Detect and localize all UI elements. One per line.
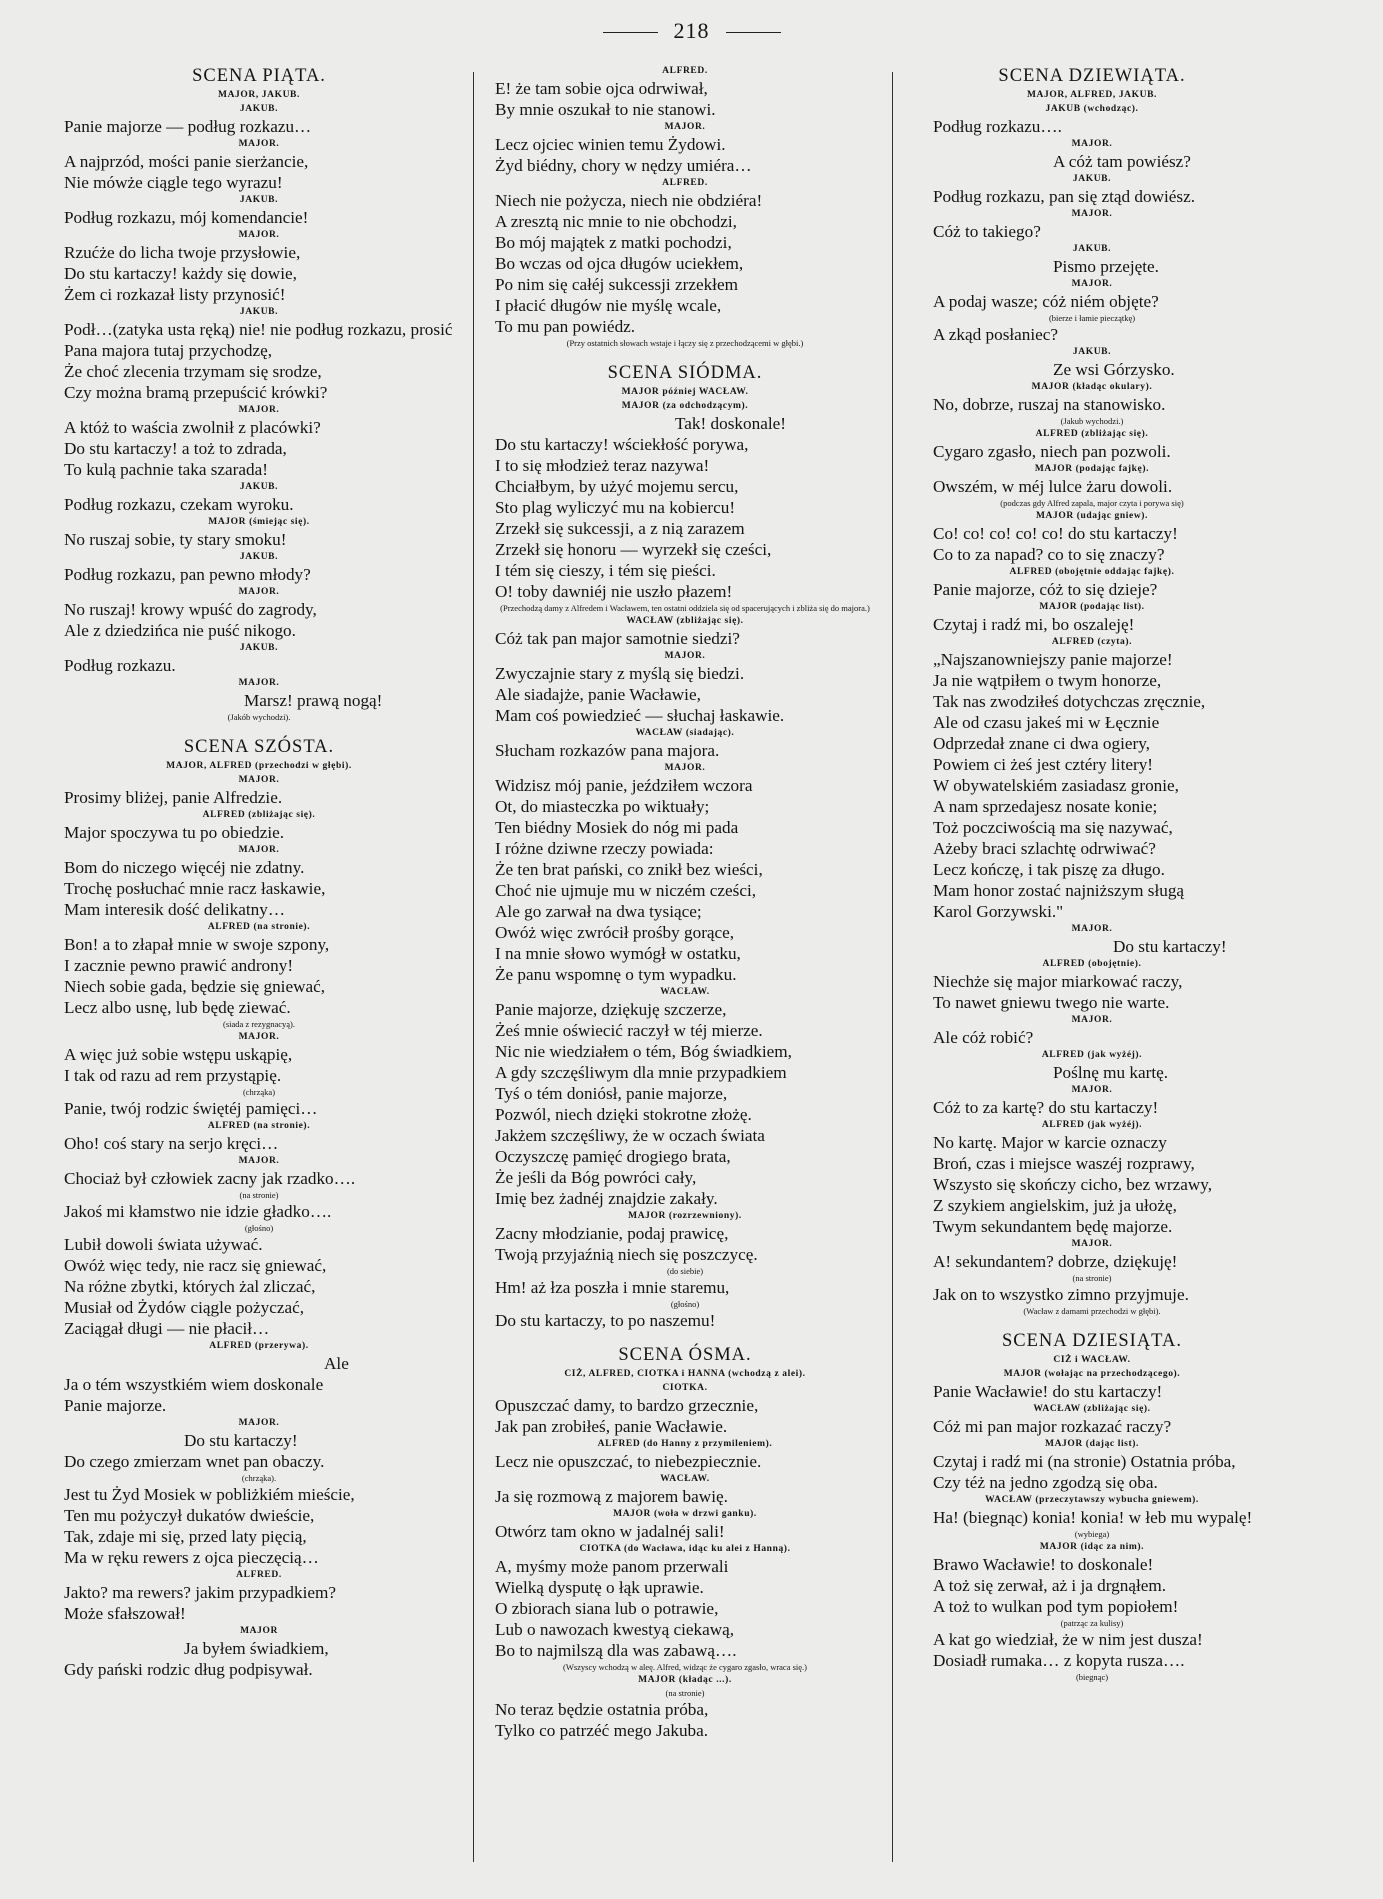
speaker-label: WACŁAW (przeczytawszy wybucha gniewem). xyxy=(985,1495,1199,1505)
verse-line: Lecz ojciec winien temu Żydowi. xyxy=(495,135,726,154)
verse-line: Bom do niczego więcéj nie zdatny. xyxy=(64,858,305,877)
verse-line: Pana majora tutaj przychodzę, xyxy=(64,341,273,360)
speaker-label: MAJOR (woła w drzwi ganku). xyxy=(613,1509,757,1519)
speaker-label: ALFRED. xyxy=(662,66,708,76)
verse-line: Zwyczajnie stary z myślą się biedzi. xyxy=(495,664,745,683)
verse-line: I to się młodzież teraz nazywa! xyxy=(495,456,710,475)
speaker-label: MAJOR (idąc za nim). xyxy=(1039,1542,1145,1552)
verse-line: Wielką dysputę o łąk uprawie. xyxy=(495,1578,704,1597)
verse-line: E! że tam sobie ojca odrwiwał, xyxy=(495,79,708,98)
stage-direction: (Wacław z damami przechodzi w głębi). xyxy=(1023,1306,1161,1316)
verse-line: Prosimy bliżej, panie Alfredzie. xyxy=(64,788,283,807)
verse-line: Dosiadł rumaka… z kopyta rusza…. xyxy=(933,1651,1185,1670)
column-right xyxy=(933,64,1251,1683)
scene-heading: SCENA DZIEWIĄTA. xyxy=(998,66,1186,86)
speaker-label: ALFRED (do Hanny z przymileniem). xyxy=(597,1439,773,1449)
verse-line: I tém się cieszy, i tém się pieści. xyxy=(495,561,716,580)
verse-line: Ale xyxy=(324,1354,349,1373)
verse-line: A zkąd posłaniec? xyxy=(933,325,1059,344)
verse-line: Widzisz mój panie, jeździłem wczora xyxy=(495,776,753,795)
speaker-label: MAJOR. xyxy=(238,1156,280,1166)
verse-line: Ale go zarwał na dwa tysiące; xyxy=(495,902,702,921)
speaker-label: ALFRED (przerywa). xyxy=(209,1341,309,1351)
verse-line: Chociaż był człowiek zacny jak rzadko…. xyxy=(64,1169,356,1188)
speaker-label: MAJOR. xyxy=(1071,1015,1113,1025)
speaker-label: MAJOR (podając fajkę). xyxy=(1034,464,1150,474)
speaker-label: MAJOR. xyxy=(1071,1085,1113,1095)
verse-line: Nic nie wiedziałem o tém, Bóg świadkiem, xyxy=(495,1042,792,1061)
speaker-label: MAJOR. xyxy=(238,775,280,785)
verse-line: Ale siadajże, panie Wacławie, xyxy=(495,685,701,704)
speaker-label: JAKUB. xyxy=(239,482,279,492)
scene-heading: SCENA ÓSMA. xyxy=(618,1345,752,1365)
stage-direction: (do siebie) xyxy=(666,1266,704,1276)
verse-line: A cóż tam powiész? xyxy=(1053,152,1191,171)
speaker-label: JAKUB. xyxy=(239,104,279,114)
verse-line: Major spoczywa tu po obiedzie. xyxy=(64,823,285,842)
verse-line: Owszém, w méj lulce żaru dowoli. xyxy=(933,477,1173,496)
verse-line: Jakżem szczęśliwy, że w oczach świata xyxy=(495,1126,765,1145)
speaker-label: ALFRED (obojętnie). xyxy=(1042,959,1142,969)
scene-heading: SCENA DZIESIĄTA. xyxy=(1002,1331,1182,1351)
verse-line: Toż poczciwością ma się nazywać, xyxy=(933,818,1173,837)
verse-line: Zacny młodzianie, podaj prawicę, xyxy=(495,1224,729,1243)
verse-line: Że jeśli da Bóg powróci cały, xyxy=(495,1168,697,1187)
verse-line: Podług rozkazu. xyxy=(64,656,176,675)
speaker-label: WACŁAW. xyxy=(660,1474,710,1484)
verse-line: Cóż tak pan major samotnie siedzi? xyxy=(495,629,740,648)
verse-line: Mam honor zostać najniższym sługą xyxy=(933,881,1185,900)
speaker-label: JAKUB. xyxy=(239,195,279,205)
speaker-label: WACŁAW (zbliżając się). xyxy=(626,616,744,626)
verse-line: Lecz kończę, i tak piszę za długo. xyxy=(933,860,1165,879)
verse-line: Ot, do miasteczka po wiktuały; xyxy=(495,797,710,816)
speaker-label: ALFRED. xyxy=(236,1570,282,1580)
verse-line: Cóż to takiego? xyxy=(933,222,1041,241)
verse-line: Ale od czasu jakeś mi w Łęcznie xyxy=(933,713,1160,732)
verse-line: Ja o tém wszystkiém wiem doskonale xyxy=(64,1375,324,1394)
verse-line: Do stu kartaczy! każdy się dowie, xyxy=(64,264,297,283)
speaker-label: MAJOR. xyxy=(238,1418,280,1428)
column-rule-right xyxy=(892,72,893,1862)
speaker-label: MAJOR. xyxy=(238,405,280,415)
verse-line: I płacić długów nie myślę wcale, xyxy=(495,296,722,315)
scene-heading: SCENA SIÓDMA. xyxy=(607,363,763,383)
verse-line: Żeś mnie oświecić raczył w téj mierze. xyxy=(495,1021,763,1040)
verse-line: Trochę posłuchać mnie racz łaskawie, xyxy=(64,879,326,898)
verse-line: By mnie oszukał to nie stanowi. xyxy=(495,100,716,119)
verse-line: Tak! doskonale! xyxy=(675,414,786,433)
speaker-label: MAJOR. xyxy=(664,122,706,132)
speaker-label: ALFRED (na stronie). xyxy=(207,922,311,932)
verse-line: No, dobrze, ruszaj na stanowisko. xyxy=(933,395,1166,414)
verse-line: Panie majorze, cóż to się dzieje? xyxy=(933,580,1158,599)
verse-line: Lub o nawozach kwestyą ciekawą, xyxy=(495,1620,735,1639)
verse-line: Choć nie ujmuje mu w niczém cześci, xyxy=(495,881,757,900)
verse-line: Ale z dziedzińca nie puść nikogo. xyxy=(64,621,296,640)
verse-line: Gdy pański rodzic dług podpisywał. xyxy=(64,1660,313,1679)
verse-line: Ale cóż robić? xyxy=(933,1028,1034,1047)
speaker-label: ALFRED. xyxy=(662,178,708,188)
verse-line: Podług rozkazu…. xyxy=(933,117,1062,136)
verse-line: Chciałbym, by użyć mojemu sercu, xyxy=(495,477,739,496)
column-middle xyxy=(495,64,875,1741)
verse-line: O! toby dawniéj nie uszło płazem! xyxy=(495,582,733,601)
verse-line: Że ten brat pański, co znikł bez wieści, xyxy=(495,860,763,879)
stage-direction: (biegnąc) xyxy=(1075,1672,1109,1682)
speaker-label: MAJOR. xyxy=(238,230,280,240)
verse-line: Cygaro zgasło, niech pan pozwoli. xyxy=(933,442,1171,461)
speaker-label: MAJOR, ALFRED, JAKUB. xyxy=(1026,90,1158,100)
speaker-label: ALFRED (na stronie). xyxy=(207,1121,311,1131)
speaker-label: JAKUB (wchodząc). xyxy=(1045,104,1139,114)
speaker-label: MAJOR (podając list). xyxy=(1039,602,1145,612)
verse-line: Do stu kartaczy, to po naszemu! xyxy=(495,1311,716,1330)
speaker-label: MAJOR później WACŁAW. xyxy=(621,387,749,397)
verse-line: Podług rozkazu, pan pewno młody? xyxy=(64,565,311,584)
speaker-label: MAJOR (rozrzewniony). xyxy=(628,1211,742,1221)
column-rule-left xyxy=(473,72,474,1862)
verse-line: Jakoś mi kłamstwo nie idzie gładko…. xyxy=(64,1202,332,1221)
speaker-label: WACŁAW (siadając). xyxy=(635,728,735,738)
verse-line: Powiem ci żeś jest cztéry litery! xyxy=(933,755,1154,774)
stage-direction: (siada z rezygnacyą). xyxy=(223,1019,295,1029)
verse-line: Panie majorze. xyxy=(64,1396,167,1415)
stage-direction: (na stronie) xyxy=(1072,1273,1112,1283)
speaker-label: MAJOR (wołając na przechodzącego). xyxy=(1003,1369,1181,1379)
speaker-label: MAJOR (kładąc ...). xyxy=(638,1675,732,1685)
verse-line: A! sekundantem? dobrze, dziękuję! xyxy=(933,1252,1178,1271)
verse-line: Nie mówże ciągle tego wyrazu! xyxy=(64,173,283,192)
verse-line: Marsz! prawą nogą! xyxy=(244,691,383,710)
verse-line: Tak, zdaje mi się, przed laty pięcią, xyxy=(64,1527,307,1546)
verse-line: I na mnie słowo wymógł w ostatku, xyxy=(495,944,741,963)
speaker-label: ALFRED (zbliżając się). xyxy=(1035,429,1149,439)
speaker-label: MAJOR (kładąc okulary). xyxy=(1031,382,1153,392)
stage-direction: (patrząc za kulisy) xyxy=(1060,1618,1124,1628)
verse-line: Ten biédny Mosiek do nóg mi pada xyxy=(495,818,739,837)
verse-line: A podaj wasze; cóż niém objęte? xyxy=(933,292,1159,311)
speaker-label: ALFRED (jak wyżéj). xyxy=(1041,1120,1143,1130)
verse-line: I tak od razu ad rem przystąpię. xyxy=(64,1066,282,1085)
stage-direction: (Jakób wychodzi). xyxy=(227,712,291,722)
verse-line: Rzućże do licha twoje przysłowie, xyxy=(64,243,301,262)
verse-line: Broń, czas i miejsce waszéj rozprawy, xyxy=(933,1154,1195,1173)
verse-line: Zrzekł się honoru — wyrzekł się cześci, xyxy=(495,540,772,559)
verse-line: Musiał od Żydów ciągle pożyczać, xyxy=(64,1298,305,1317)
stage-direction: (chrząka). xyxy=(241,1473,277,1483)
verse-line: Ażeby braci szlachtę odrwiwać? xyxy=(933,839,1156,858)
verse-line: Na różne zbytki, których żal zliczać, xyxy=(64,1277,316,1296)
verse-line: Ten mu pożyczył dukatów dwieście, xyxy=(64,1506,315,1525)
speaker-label: MAJOR. xyxy=(664,763,706,773)
verse-line: Oho! coś stary na serjo kręci… xyxy=(64,1134,279,1153)
verse-line: A kat go wiedział, że w nim jest dusza! xyxy=(933,1630,1203,1649)
stage-direction: (Przy ostatnich słowach wstaje i łączy się z przechodzącemi w głębi.) xyxy=(566,338,804,348)
verse-line: Jakto? ma rewers? jakim przypadkiem? xyxy=(64,1583,337,1602)
verse-line: Mam interesik dość delikatny… xyxy=(64,900,286,919)
speaker-label: JAKUB. xyxy=(1072,347,1112,357)
speaker-label: ALFRED (obojętnie oddając fajkę). xyxy=(1009,567,1175,577)
verse-line: Czy można bramą przepuścić krówki? xyxy=(64,383,328,402)
speaker-label: WACŁAW (zbliżając się). xyxy=(1033,1404,1151,1414)
verse-line: Ja nie wątpiłem o twym honorze, xyxy=(933,671,1162,690)
verse-line: Cóż to za kartę? do stu kartaczy! xyxy=(933,1098,1159,1117)
verse-line: Hm! aż łza poszła i mnie staremu, xyxy=(495,1278,730,1297)
verse-line: Panie, twój rodzic świętéj pamięci… xyxy=(64,1099,318,1118)
verse-line: Lecz albo usnę, lub będę ziewać. xyxy=(64,998,291,1017)
verse-line: Do stu kartaczy! xyxy=(184,1431,298,1450)
verse-line: „Najszanowniejszy panie majorze! xyxy=(933,650,1173,669)
speaker-label: MAJOR. xyxy=(238,587,280,597)
scene-heading: SCENA PIĄTA. xyxy=(192,66,326,86)
verse-line: O zbiorach siana lub o potrawie, xyxy=(495,1599,719,1618)
verse-line: Brawo Wacławie! to doskonale! xyxy=(933,1555,1154,1574)
verse-line: Że choć zlecenia trzymam się srodze, xyxy=(64,362,322,381)
verse-line: Karol Gorzywski." xyxy=(933,902,1064,921)
verse-line: Jak on to wszystko zimno przyjmuje. xyxy=(933,1285,1189,1304)
verse-line: Owóż więc tedy, nie racz się gniewać, xyxy=(64,1256,327,1275)
verse-line: Jak pan zrobiłeś, panie Wacławie. xyxy=(495,1417,728,1436)
stage-direction: (wybiega) xyxy=(1074,1529,1110,1539)
verse-line: Podług rozkazu, czekam wyroku. xyxy=(64,495,294,514)
speaker-label: MAJOR. xyxy=(238,678,280,688)
speaker-label: MAJOR. xyxy=(238,139,280,149)
verse-line: No teraz będzie ostatnia próba, xyxy=(495,1700,709,1719)
speaker-label: MAJOR. xyxy=(1071,279,1113,289)
speaker-label: ALFRED (zbliżając się). xyxy=(202,810,316,820)
speaker-label: CIŻ i WACŁAW. xyxy=(1053,1355,1131,1365)
speaker-label: MAJOR (za odchodzącym). xyxy=(621,401,749,411)
verse-line: Panie majorze — podług rozkazu… xyxy=(64,117,312,136)
verse-line: Tylko co patrzéć mego Jakuba. xyxy=(495,1721,709,1740)
verse-line: A toż się zerwał, aż i ja drgnąłem. xyxy=(933,1576,1167,1595)
verse-line: Odprzedał znane ci dwa ogiery, xyxy=(933,734,1150,753)
speaker-label: CIOTKA. xyxy=(662,1383,708,1393)
speaker-label: ALFRED (jak wyżéj). xyxy=(1041,1050,1143,1060)
speaker-label: JAKUB. xyxy=(1072,174,1112,184)
speaker-label: MAJOR. xyxy=(1071,1239,1113,1249)
speaker-label: MAJOR, ALFRED (przechodzi w głębi). xyxy=(166,761,352,771)
page-number: 218 xyxy=(0,18,1383,44)
verse-line: Podł…(zatyka usta ręką) nie! nie podług rozkazu, prosić xyxy=(64,320,453,339)
verse-line: Panie majorze, dziękuję szczerze, xyxy=(495,1000,727,1019)
stage-direction: (chrząka) xyxy=(242,1087,276,1097)
speaker-label: MAJOR, JAKUB. xyxy=(218,90,300,100)
stage-direction: (głośno) xyxy=(244,1223,274,1233)
verse-line: A najprzód, mości panie sierżancie, xyxy=(64,152,309,171)
verse-line: Ja byłem świadkiem, xyxy=(184,1639,329,1658)
verse-line: No ruszaj sobie, ty stary smoku! xyxy=(64,530,287,549)
verse-line: Czy téż na jedno zgodzą się oba. xyxy=(933,1473,1158,1492)
verse-line: To nawet gniewu twego nie warte. xyxy=(933,993,1170,1012)
verse-line: Do stu kartaczy! xyxy=(1113,937,1227,956)
verse-line: A toż to wulkan pod tym popiołem! xyxy=(933,1597,1179,1616)
verse-line: Co to za napad? co to się znaczy? xyxy=(933,545,1165,564)
speaker-label: MAJOR (dając list). xyxy=(1045,1439,1139,1449)
verse-line: To kulą pachnie taka szarada! xyxy=(64,460,268,479)
verse-line: Niech nie pożycza, niech nie obdziéra! xyxy=(495,191,763,210)
verse-line: Bo wczas od ojca długów uciekłem, xyxy=(495,254,744,273)
verse-line: Zaciągał długi — nie płacił… xyxy=(64,1319,270,1338)
verse-line: Żem ci rozkazał listy przynosić! xyxy=(64,285,286,304)
speaker-label: JAKUB. xyxy=(239,552,279,562)
verse-line: Podług rozkazu, pan się ztąd dowiész. xyxy=(933,187,1196,206)
verse-line: Bon! a to złapał mnie w swoje szpony, xyxy=(64,935,330,954)
speaker-label: CIŻ, ALFRED, CIOTKA i HANNA (wchodzą z alei). xyxy=(564,1369,806,1379)
verse-line: Żyd biédny, chory w nędzy umiéra… xyxy=(495,156,752,175)
stage-direction: (Jakub wychodzi.) xyxy=(1060,416,1124,426)
verse-line: Po nim się całéj sukcessji zrzekłem xyxy=(495,275,738,294)
speaker-label: JAKUB. xyxy=(239,643,279,653)
verse-line: Do stu kartaczy! wściekłość porywa, xyxy=(495,435,749,454)
verse-line: A gdy szczęśliwym dla mnie przypadkiem xyxy=(495,1063,787,1082)
verse-line: Oczyszczę pamięć drogiego brata, xyxy=(495,1147,731,1166)
verse-line: Panie Wacławie! do stu kartaczy! xyxy=(933,1382,1163,1401)
verse-line: Ze wsi Górzysko. xyxy=(1053,360,1175,379)
verse-line: No kartę. Major w karcie oznaczy xyxy=(933,1133,1167,1152)
verse-line: Tyś o tém doniósł, panie majorze, xyxy=(495,1084,728,1103)
verse-line: Mam coś powiedzieć — słuchaj łaskawie. xyxy=(495,706,785,725)
verse-line: Jest tu Żyd Mosiek w pobliżkiém mieście, xyxy=(64,1485,355,1504)
speaker-label: WACŁAW. xyxy=(660,987,710,997)
verse-line: Twym sekundantem będę majorze. xyxy=(933,1217,1173,1236)
verse-line: Ja się rozmową z majorem bawię. xyxy=(495,1487,728,1506)
speaker-label: MAJOR (udając gniew). xyxy=(1035,511,1149,521)
speaker-label: CIOTKA (do Wacława, idąc ku alei z Hanną). xyxy=(579,1544,791,1554)
verse-line: A więc już sobie wstępu uskąpię, xyxy=(64,1045,293,1064)
verse-line: A zresztą nic mnie to nie obchodzi, xyxy=(495,212,737,231)
scene-heading: SCENA SZÓSTA. xyxy=(183,737,335,757)
verse-line: Z szykiem angielskim, już ja ułożę, xyxy=(933,1196,1177,1215)
verse-line: A, myśmy może panom przerwali xyxy=(495,1557,729,1576)
verse-line: Wszysto się skończy cicho, bez wrzawy, xyxy=(933,1175,1213,1194)
stage-direction: (Przechodzą damy z Alfredem i Wacławem, ten ostatni oddziela się od spacerujących i zbliża się do majora.) xyxy=(500,603,870,613)
speaker-label: JAKUB. xyxy=(239,307,279,317)
column-left xyxy=(64,64,454,1680)
verse-line: Do czego zmierzam wnet pan obaczy. xyxy=(64,1452,325,1471)
stage-direction: (głośno) xyxy=(670,1299,700,1309)
verse-line: Otwórz tam okno w jadalnéj sali! xyxy=(495,1522,725,1541)
stage-direction: (Wszyscy wchodzą w aleę. Alfred, widząc że cygaro zgasło, wraca się.) xyxy=(562,1662,808,1672)
speaker-label: JAKUB. xyxy=(1072,244,1112,254)
verse-line: I zacznie pewno prawić androny! xyxy=(64,956,294,975)
verse-line: Sto plag wyliczyć mu na kobiercu! xyxy=(495,498,736,517)
verse-line: Owóż więc zwrócił prośby gorące, xyxy=(495,923,735,942)
verse-line: Ma w ręku rewers z ojca pieczęcią… xyxy=(64,1548,319,1567)
verse-line: Czytaj i radź mi, bo oszaleję! xyxy=(933,615,1135,634)
verse-line: Niechże się major miarkować raczy, xyxy=(933,972,1183,991)
verse-line: Imię bez żadnéj znajdzie zakały. xyxy=(495,1189,718,1208)
speaker-label: MAJOR. xyxy=(1071,139,1113,149)
stage-direction: (na stronie) xyxy=(665,1688,705,1698)
verse-line: Lubił dowoli świata używać. xyxy=(64,1235,263,1254)
speaker-label: MAJOR. xyxy=(238,845,280,855)
verse-line: Że panu wspomnę o tym wypadku. xyxy=(495,965,737,984)
verse-line: Słucham rozkazów pana majora. xyxy=(495,741,720,760)
stage-direction: (na stronie) xyxy=(239,1190,279,1200)
verse-line: Zrzekł się sukcessji, a z nią zarazem xyxy=(495,519,745,538)
verse-line: I różne dziwne rzeczy powiada: xyxy=(495,839,714,858)
speaker-label: MAJOR. xyxy=(1071,209,1113,219)
verse-line: Może sfałszował! xyxy=(64,1604,186,1623)
speaker-label: MAJOR. xyxy=(1071,924,1113,934)
verse-line: Bo to najmilszą dla was zabawą…. xyxy=(495,1641,737,1660)
stage-direction: (bierze i łamie pieczątkę) xyxy=(1048,313,1136,323)
verse-line: Pismo przejęte. xyxy=(1053,257,1159,276)
verse-line: Poślnę mu kartę. xyxy=(1053,1063,1169,1082)
verse-line: Ha! (biegnąc) konia! konia! w łeb mu wypalę! xyxy=(933,1508,1253,1527)
verse-line: W obywatelskiém zasiadasz gronie, xyxy=(933,776,1179,795)
speaker-label: MAJOR (śmiejąc się). xyxy=(208,517,310,527)
verse-line: A któż to waścia zwolnił z placówki? xyxy=(64,418,321,437)
speaker-label: MAJOR. xyxy=(664,651,706,661)
verse-line: Do stu kartaczy! a toż to zdrada, xyxy=(64,439,287,458)
verse-line: To mu pan powiédz. xyxy=(495,317,636,336)
verse-line: Opuszczać damy, to bardzo grzecznie, xyxy=(495,1396,759,1415)
verse-line: Niech sobie gada, będzie się gniewać, xyxy=(64,977,326,996)
verse-line: Cóż mi pan major rozkazać raczy? xyxy=(933,1417,1172,1436)
verse-line: Lecz nie opuszczać, to niebezpiecznie. xyxy=(495,1452,762,1471)
verse-line: Twoją przyjaźnią niech się poszczycę. xyxy=(495,1245,758,1264)
verse-line: Bo mój majątek z matki pochodzi, xyxy=(495,233,732,252)
speaker-label: MAJOR xyxy=(240,1626,278,1636)
verse-line: Co! co! co! co! co! do stu kartaczy! xyxy=(933,524,1178,543)
speaker-label: ALFRED (czyta). xyxy=(1051,637,1133,647)
verse-line: Podług rozkazu, mój komendancie! xyxy=(64,208,309,227)
verse-line: No ruszaj! krowy wpuść do zagrody, xyxy=(64,600,317,619)
verse-line: Czytaj i radź mi (na stronie) Ostatnia próba, xyxy=(933,1452,1236,1471)
stage-direction: (podczas gdy Alfred zapala, major czyta i porywa się) xyxy=(1000,498,1184,508)
verse-line: A nam sprzedajesz nosate konie; xyxy=(933,797,1158,816)
speaker-label: MAJOR. xyxy=(238,1032,280,1042)
verse-line: Pozwól, niech dzięki stokrotne złożę. xyxy=(495,1105,752,1124)
verse-line: Tak nas zwodziłeś dotychczas zręcznie, xyxy=(933,692,1206,711)
